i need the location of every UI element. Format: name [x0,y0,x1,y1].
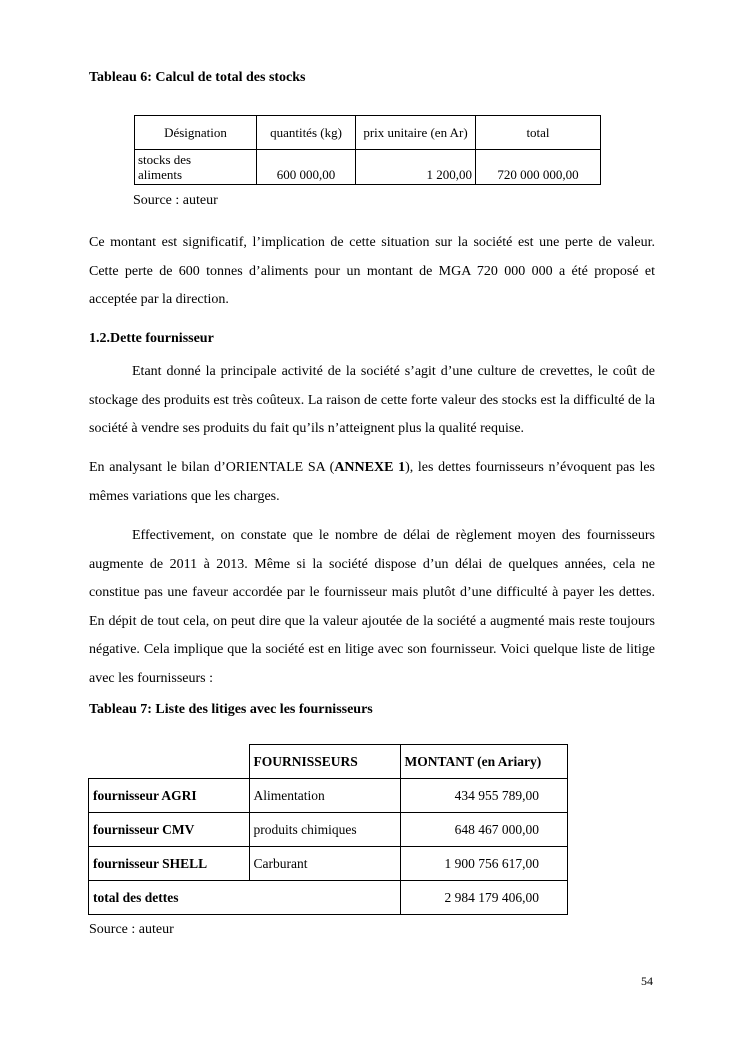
section-heading: 1.2.Dette fournisseur [89,331,214,346]
paragraph-3 [89,454,655,511]
stocks-table [134,115,601,185]
supplier-name: fournisseur CMV [89,813,250,847]
header-montant: MONTANT (en Ariary) [400,745,568,779]
total-label: total des dettes [89,881,401,915]
table6-source: Source : auteur [133,193,218,208]
cell-total: 720 000 000,00 [476,150,601,185]
table7-title: Tableau 7: Liste des litiges avec les fournisseurs [89,702,373,717]
paragraph-3-before: En analysant le bilan d’ORIENTALE SA ( [89,460,335,475]
table-row [89,847,568,881]
total-amount: 2 984 179 406,00 [400,881,568,915]
page-number: 54 [641,974,653,988]
designation-line1: stocks des [138,152,192,167]
table-row [89,813,568,847]
supplier-amount: 648 467 000,00 [400,813,568,847]
annexe-reference: ANNEXE 1 [334,460,406,475]
header-designation: Désignation [135,116,257,150]
table6-title: Tableau 6: Calcul de total des stocks [89,70,306,85]
cell-quantite: 600 000,00 [257,150,356,185]
paragraph-4: Effectivement, on constate que le nombre de délai de règlement moyen des fournisseurs augmente de 2011 à 2013. Même si la société dispose d’un délai de quelques années, cela ne constitue pas une faveur accordée par le fournisseur mais plutôt d’une difficulté à payer les dettes. En dépit de tout cela, on peut dire que la valeur ajoutée de la société a augmenté mais reste toujours négative. Cela implique que la société est en litige avec son fournisseur. Voici quelque liste de litige avec les fournisseurs : [89,528,655,686]
table-row [135,150,601,185]
supplier-type: Carburant [249,847,400,881]
supplier-amount: 1 900 756 617,00 [400,847,568,881]
supplier-type: Alimentation [249,779,400,813]
table-row [89,779,568,813]
empty-header-cell [89,745,250,779]
supplier-name: fournisseur SHELL [89,847,250,881]
paragraph-2: Etant donné la principale activité de la société s’agit d’une culture de crevettes, le coût de stockage des produits est très coûteux. La raison de cette forte valeur des stocks est la difficulté de la société à vendre ses produits du fait qu’ils n’atteignent plus la qualité requise. [89,364,655,436]
paragraph-1: Ce montant est significatif, l’implication de cette situation sur la société est une perte de valeur. Cette perte de 600 tonnes d’aliments pour un montant de MGA 720 000 000 a été proposé et acceptée par la direction. [89,235,655,307]
table-header-row [135,116,601,150]
litiges-table [88,744,568,915]
table7-source: Source : auteur [89,922,174,937]
total-row [89,881,568,915]
supplier-type: produits chimiques [249,813,400,847]
supplier-name: fournisseur AGRI [89,779,250,813]
table-header-row [89,745,568,779]
header-total: total [476,116,601,150]
header-fournisseurs: FOURNISSEURS [249,745,400,779]
cell-designation [135,150,257,185]
header-quantites: quantités (kg) [257,116,356,150]
supplier-amount: 434 955 789,00 [400,779,568,813]
cell-prix: 1 200,00 [356,150,476,185]
paragraph-3-after: ), les dettes fournisseurs n’évoquent pas les mêmes variations que les charges. [89,460,656,504]
designation-line2: aliments [138,167,183,182]
header-prix-unitaire: prix unitaire (en Ar) [356,116,476,150]
